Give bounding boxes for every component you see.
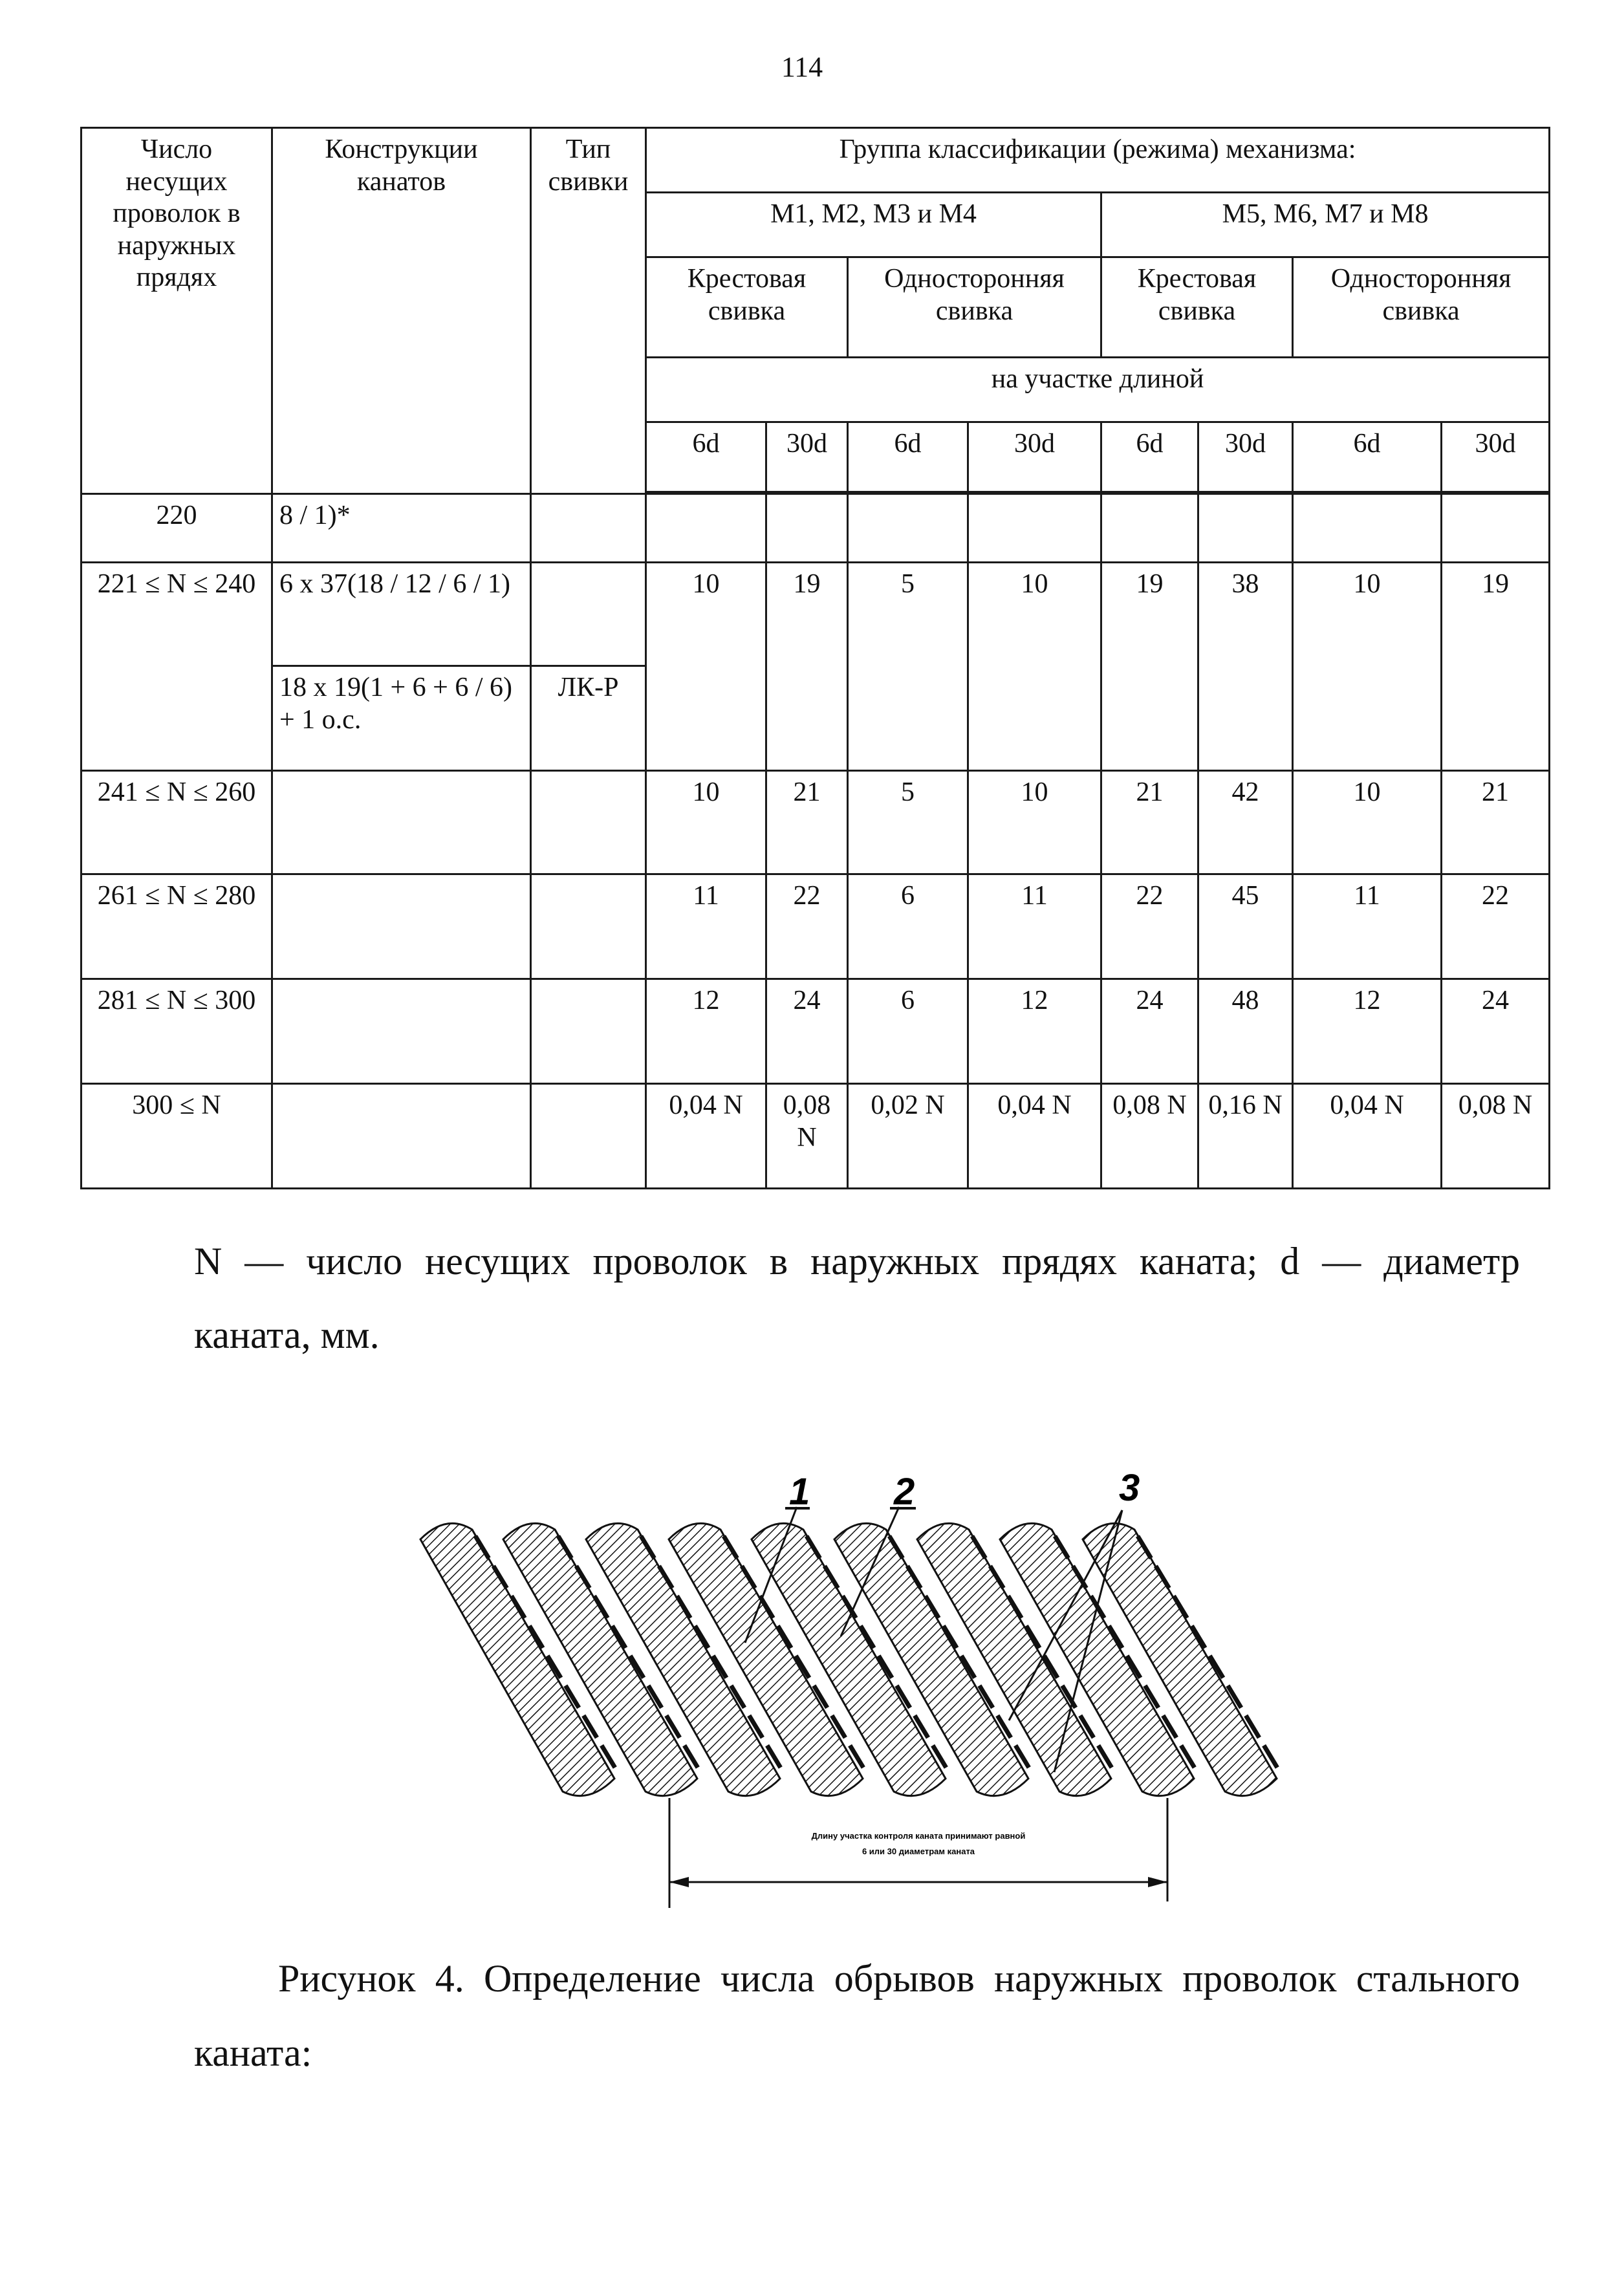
- cell-n: 221 ≤ N ≤ 240: [81, 563, 272, 771]
- cell-value: 24: [1442, 979, 1550, 1084]
- header-group-m1-m4: М1, М2, М3 и М4: [646, 193, 1101, 257]
- header-6d: 6d: [1101, 422, 1198, 492]
- cell-lay: [531, 979, 646, 1084]
- cell-n: 220: [81, 494, 272, 563]
- cell-value: [1198, 494, 1293, 563]
- cell-construction: [272, 1084, 531, 1189]
- figure-label-3: 3: [1119, 1468, 1140, 1509]
- cell-value: 10: [646, 771, 766, 874]
- cell-value: 22: [1101, 874, 1198, 979]
- header-length-segment: на участке длиной: [646, 358, 1550, 422]
- cell-value: 42: [1198, 771, 1293, 874]
- header-one-side-lay-1: Односторонняя свивка: [848, 257, 1101, 358]
- cell-value: 10: [1293, 771, 1442, 874]
- page-number: 114: [781, 51, 823, 83]
- header-wires-count: Число несущих проволок в наружных прядях: [81, 128, 272, 494]
- cell-value: 0,16 N: [1198, 1084, 1293, 1189]
- table-row: [81, 563, 1550, 666]
- cell-value: 19: [766, 563, 848, 771]
- header-group-m5-m8: М5, М6, М7 и М8: [1101, 193, 1550, 257]
- cell-value: 10: [646, 563, 766, 771]
- cell-construction: [272, 874, 531, 979]
- cell-lay: [531, 874, 646, 979]
- rope-drawing: [420, 1523, 1280, 1795]
- cell-n: 261 ≤ N ≤ 280: [81, 874, 272, 979]
- cell-value: [766, 494, 848, 563]
- table-row: [81, 494, 1550, 563]
- wire-breaks-table: [80, 127, 1550, 1189]
- header-30d: 30d: [968, 422, 1101, 492]
- header-30d: 30d: [766, 422, 848, 492]
- cell-n: 241 ≤ N ≤ 260: [81, 771, 272, 874]
- cell-value: 22: [766, 874, 848, 979]
- table-row: [81, 874, 1550, 979]
- dimension-arrow-right: [1148, 1877, 1167, 1887]
- cell-value: 6: [848, 979, 968, 1084]
- cell-value: 21: [1442, 771, 1550, 874]
- cell-value: 12: [1293, 979, 1442, 1084]
- cell-value: [1293, 494, 1442, 563]
- cell-n: 281 ≤ N ≤ 300: [81, 979, 272, 1084]
- header-mechanism-group: Группа классификации (режима) механизма:: [646, 128, 1550, 193]
- cell-value: 0,04 N: [1293, 1084, 1442, 1189]
- cell-value: 19: [1101, 563, 1198, 771]
- cell-value: 21: [766, 771, 848, 874]
- cell-lay: [531, 771, 646, 874]
- cell-construction: 8 / 1)*: [272, 494, 531, 563]
- dimension-text-1: Длину участка контроля каната принимают равной: [811, 1831, 1026, 1841]
- cell-value: 10: [968, 563, 1101, 771]
- header-cross-lay-1: Крестовая свивка: [646, 257, 848, 358]
- header-lay-type: Тип свивки: [531, 128, 646, 494]
- header-construction: Конструкции канатов: [272, 128, 531, 494]
- dimension-text-2: 6 или 30 диаметрам каната: [862, 1847, 975, 1856]
- cell-value: [646, 494, 766, 563]
- table-row: [81, 979, 1550, 1084]
- cell-value: 10: [968, 771, 1101, 874]
- cell-value: 11: [1293, 874, 1442, 979]
- cell-value: [1101, 494, 1198, 563]
- cell-value: 21: [1101, 771, 1198, 874]
- cell-value: 5: [848, 563, 968, 771]
- cell-value: 38: [1198, 563, 1293, 771]
- cell-value: 12: [646, 979, 766, 1084]
- cell-lay: [531, 494, 646, 563]
- cell-lay: ЛК-Р: [531, 666, 646, 771]
- header-6d: 6d: [848, 422, 968, 492]
- cell-construction: 6 x 37(18 / 12 / 6 / 1): [272, 563, 531, 666]
- cell-value: 19: [1442, 563, 1550, 771]
- cell-value: 22: [1442, 874, 1550, 979]
- cell-value: 0,04 N: [646, 1084, 766, 1189]
- figure-label-2: 2: [894, 1471, 915, 1513]
- cell-value: 10: [1293, 563, 1442, 771]
- cell-value: 0,02 N: [848, 1084, 968, 1189]
- cell-value: 0,08 N: [1442, 1084, 1550, 1189]
- table-row: [81, 771, 1550, 874]
- cell-n: 300 ≤ N: [81, 1084, 272, 1189]
- cell-value: 6: [848, 874, 968, 979]
- cell-value: 45: [1198, 874, 1293, 979]
- table-note-continuation: каната, мм.: [194, 1314, 380, 1356]
- header-6d: 6d: [1293, 422, 1442, 492]
- cell-value: [968, 494, 1101, 563]
- cell-value: 24: [766, 979, 848, 1084]
- cell-construction: 18 x 19(1 + 6 + 6 / 6) + 1 о.с.: [272, 666, 531, 771]
- figure-label-1: 1: [789, 1471, 810, 1513]
- cell-value: [848, 494, 968, 563]
- header-cross-lay-2: Крестовая свивка: [1101, 257, 1293, 358]
- table-note: N — число несущих проволок в наружных прядях каната; d — диаметр: [194, 1240, 1520, 1283]
- header-30d: 30d: [1198, 422, 1293, 492]
- rope-figure: [414, 1468, 1371, 1934]
- table-row: [81, 1084, 1550, 1189]
- cell-construction: [272, 979, 531, 1084]
- cell-value: 0,08 N: [1101, 1084, 1198, 1189]
- cell-lay: [531, 1084, 646, 1189]
- cell-value: 24: [1101, 979, 1198, 1084]
- header-one-side-lay-2: Односторонняя свивка: [1293, 257, 1550, 358]
- cell-value: 5: [848, 771, 968, 874]
- figure-caption: Рисунок 4. Определение числа обрывов наружных проволок стального: [278, 1957, 1520, 2000]
- header-6d: 6d: [646, 422, 766, 492]
- cell-value: 0,04 N: [968, 1084, 1101, 1189]
- cell-value: [1442, 494, 1550, 563]
- header-30d: 30d: [1442, 422, 1550, 492]
- dimension-arrow-left: [669, 1877, 689, 1887]
- cell-value: 48: [1198, 979, 1293, 1084]
- cell-construction: [272, 771, 531, 874]
- cell-value: 0,08 N: [766, 1084, 848, 1189]
- cell-value: 11: [968, 874, 1101, 979]
- figure-caption-continuation: каната:: [194, 2031, 312, 2074]
- cell-value: 11: [646, 874, 766, 979]
- cell-lay: [531, 563, 646, 666]
- cell-value: 12: [968, 979, 1101, 1084]
